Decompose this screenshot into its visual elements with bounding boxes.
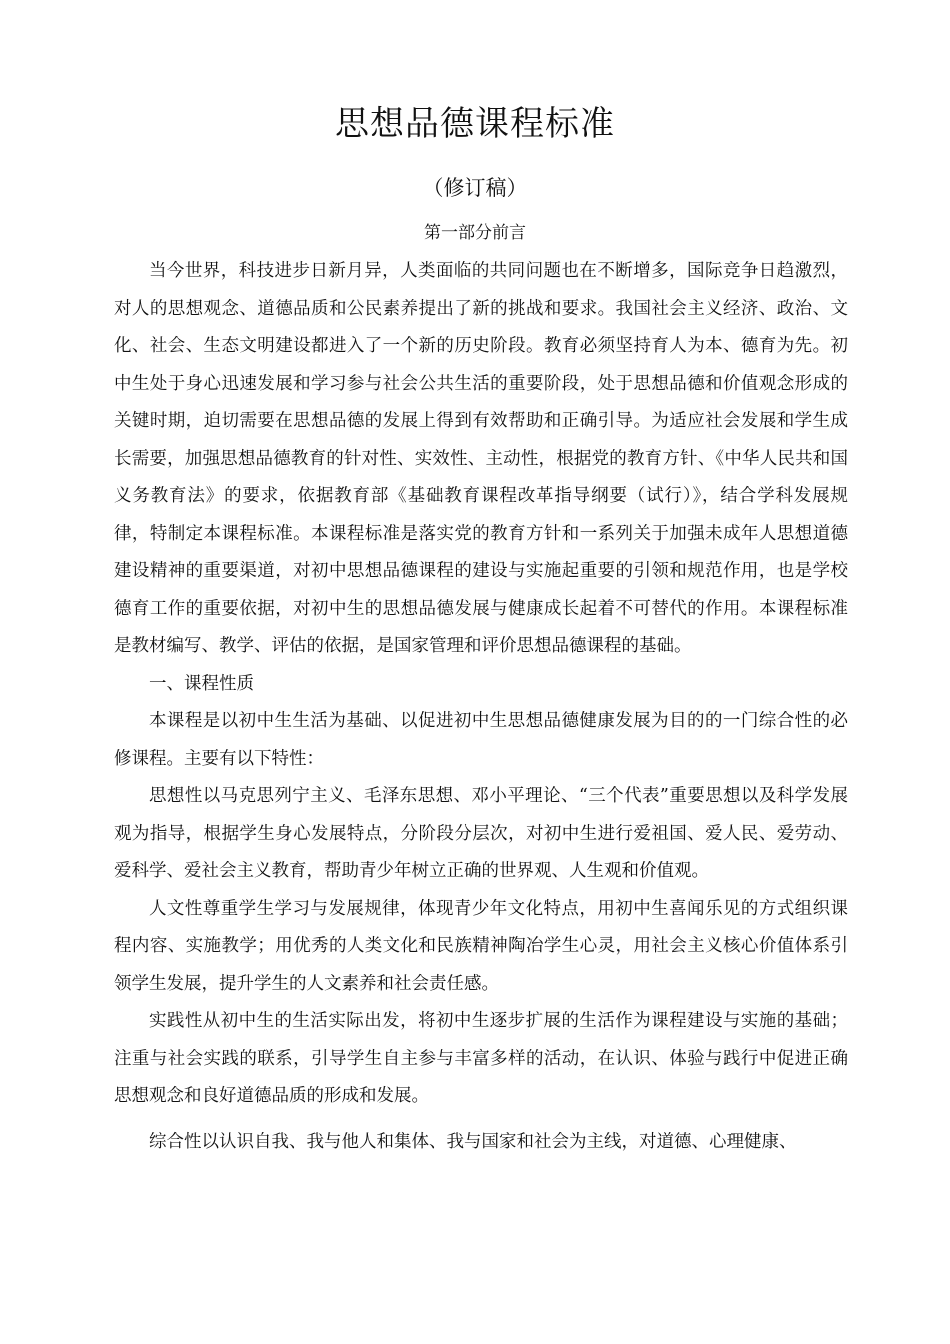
paragraph-preface: 当今世界，科技进步日新月异，人类面临的共同问题也在不断增多，国际竞争日趋激烈，对人的思想观念、道德品质和公民素养提出了新的挑战和要求。我国社会主义经济、政治、文化、社会、生态文明建设都进入了一个新的历史阶段。教育必须坚持育人为本、德育为先。初中生处于身心迅速发展和学习参与社会公共生活的重要阶段，处于思想品德和价值观念形成的关键时期，迫切需要在思想品德的发展上得到有效帮助和正确引导。为适应社会发展和学生成长需要，加强思想品德教育的针对性、实效性、主动性，根据党的教育方针、《中华人民共和国义务教育法》的要求，依据教育部《基础教育课程改革指导纲要（试行）》，结合学科发展规律，特制定本课程标准。本课程标准是落实党的教育方针和一系列关于加强未成年人思想道德建设精神的重要渠道，对初中思想品德课程的建设与实施起重要的引领和规范作用，也是学校德育工作的重要依据，对初中生的思想品德发展与健康成长起着不可替代的作用。本课程标准是教材编写、教学、评估的依据，是国家管理和评价思想品德课程的基础。 — [114, 261, 848, 656]
section-heading-course-nature: 一、课程性质 — [149, 673, 254, 694]
paragraph-ideological: 思想性以马克思列宁主义、毛泽东思想、邓小平理论、“三个代表”重要思想以及科学发展观为指导，根据学生身心发展特点，分阶段分层次，对初中生进行爱祖国、爱人民、爱劳动、爱科学、爱社会主义教育，帮助青少年树立正确的世界观、人生观和价值观。 — [114, 786, 848, 881]
paragraph-comprehensive: 综合性以认识自我、我与他人和集体、我与国家和社会为主线，对道德、心理健康、 — [149, 1131, 797, 1152]
document-title: 思想品德课程标准 — [335, 104, 615, 144]
document-subtitle: （修订稿） — [422, 176, 528, 200]
paragraph-practical: 实践性从初中生的生活实际出发，将初中生逐步扩展的生活作为课程建设与实施的基础；注重与社会实践的联系，引导学生自主参与丰富多样的活动，在认识、体验与践行中促进正确思想观念和良好道德品质的形成和发展。 — [114, 1011, 848, 1106]
paragraph-humanistic: 人文性尊重学生学习与发展规律，体现青少年文化特点，用初中生喜闻乐见的方式组织课程内容、实施教学；用优秀的人类文化和民族精神陶冶学生心灵，用社会主义核心价值体系引领学生发展，提升学生的人文素养和社会责任感。 — [114, 898, 848, 994]
document-body — [114, 253, 848, 1161]
paragraph-course-definition: 本课程是以初中生生活为基础、以促进初中生思想品德健康发展为目的的一门综合性的必修课程。主要有以下特性： — [114, 711, 848, 769]
part-heading: 第一部分前言 — [424, 223, 526, 243]
